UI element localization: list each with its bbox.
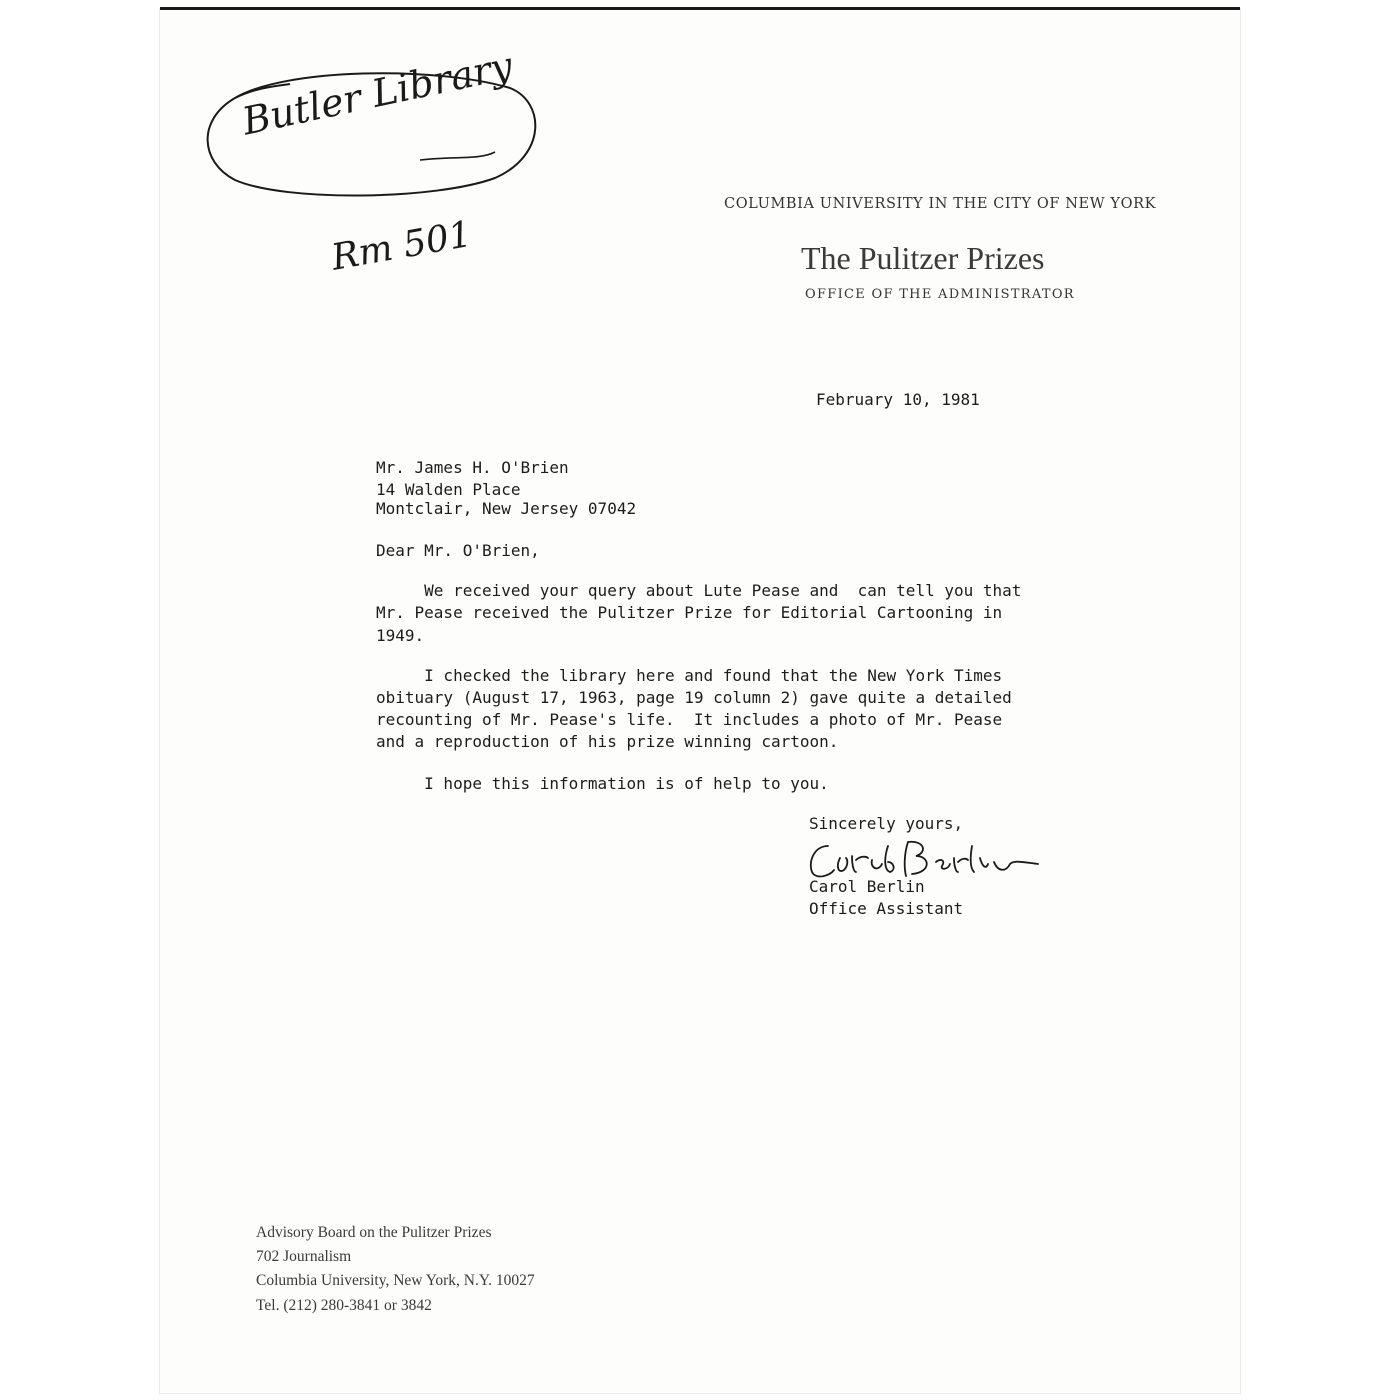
letterhead-office: OFFICE OF THE ADMINISTRATOR (805, 287, 1075, 302)
paragraph-3: I hope this information is of help to you. (376, 774, 829, 793)
paragraph-1-line: 1949. (376, 626, 425, 645)
salutation: Dear Mr. O'Brien, (376, 541, 540, 560)
recipient-city: Montclair, New Jersey 07042 (376, 499, 637, 518)
recipient-street: 14 Walden Place (376, 480, 521, 499)
paragraph-1-line: Mr. Pease received the Pulitzer Prize for Editorial Cartooning in (376, 603, 1003, 622)
closing: Sincerely yours, (809, 814, 964, 833)
footer-line: Advisory Board on the Pulitzer Prizes (256, 1224, 492, 1241)
letter-date: February 10, 1981 (816, 390, 980, 409)
paragraph-2-line: and a reproduction of his prize winning cartoon. (376, 732, 839, 751)
handwritten-room-note: Rm 501 (328, 213, 475, 279)
paragraph-2-line: I checked the library here and found that the New York Times (376, 666, 1003, 685)
handwritten-library-text: Butler Library (238, 43, 517, 144)
footer-line: Tel. (212) 280-3841 or 3842 (256, 1297, 432, 1314)
letterhead-university: COLUMBIA UNIVERSITY IN THE CITY OF NEW YORK (724, 196, 1157, 212)
paragraph-2-line: obituary (August 17, 1963, page 19 column 2) gave quite a detailed (376, 688, 1012, 707)
signer-name: Carol Berlin (809, 877, 925, 896)
paragraph-2-line: recounting of Mr. Pease's life. It includes a photo of Mr. Pease (376, 710, 1003, 729)
signer-title: Office Assistant (809, 899, 964, 918)
recipient-name: Mr. James H. O'Brien (376, 458, 569, 477)
letterhead-title: The Pulitzer Prizes (801, 240, 1045, 276)
paragraph-1-line: We received your query about Lute Pease and can tell you that (376, 581, 1022, 600)
footer-line: 702 Journalism (256, 1248, 352, 1265)
page-top-edge (160, 7, 1240, 10)
footer-line: Columbia University, New York, N.Y. 10027 (256, 1272, 535, 1289)
